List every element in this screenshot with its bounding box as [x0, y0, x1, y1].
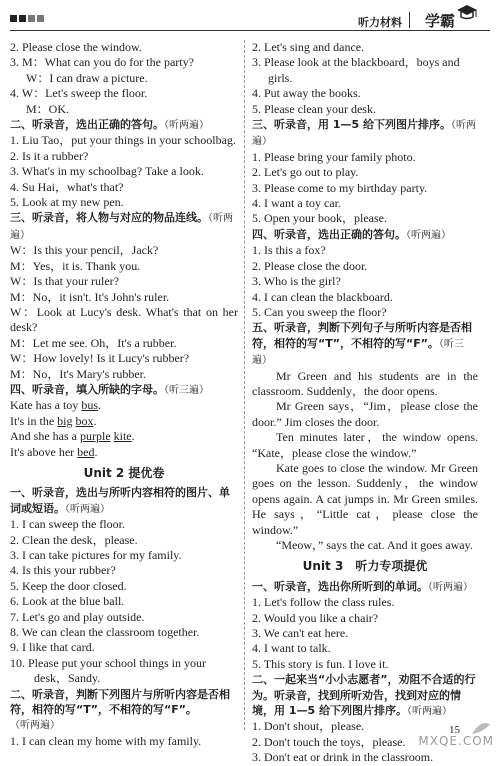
text-line: 3. M：What can you do for the party? — [10, 55, 194, 70]
text-line: W：Is that your ruler? — [10, 274, 119, 289]
text-line: M：OK. — [26, 101, 70, 116]
header-separator — [409, 12, 411, 28]
text-line: desk，Sandy. — [34, 671, 101, 686]
page-header — [0, 0, 500, 36]
text-line: 5. Open your book，please. — [252, 211, 387, 226]
text-line: 3. I can take pictures for my family. — [10, 548, 182, 562]
text-line: Kate has a toy bus. — [10, 398, 101, 413]
passage-paragraph: Mr Green says，“Jim，please close the door.” Jim closes the door. — [252, 399, 478, 429]
text-line: 5. Keep the door closed. — [10, 578, 127, 593]
passage-paragraph: Ten minutes later，the window opens. “Kate，please close the window.” — [252, 430, 478, 460]
text-line: 10. Please put your school things in your — [10, 655, 206, 670]
section-title: 二、听录音，判断下列图片与所听内容是否相符，相符的写“T”，不相符的写“F”。（听两遍） — [10, 687, 230, 732]
section-title: 二、一起来当“小小志愿者”，劝阻不合适的行为。听录音，找到所听劝告，找到对应的情境，用 1—5 给下列图片排序。（听两遍） — [252, 673, 476, 718]
text-line: 3. What's in my schoolbag? Take a look. — [10, 164, 204, 179]
text-line: 1. Let's follow the class rules. — [252, 595, 395, 610]
text-line: W：Look at Lucy's desk. What's that on her desk? — [10, 304, 238, 335]
graduation-cap-icon — [456, 4, 478, 22]
section-title: 五、听录音，判断下列句子与所听内容是否相符，相符的写“T”，不相符的写“F”。（听三遍） — [252, 321, 472, 367]
section-title: 四、听录音，选出正确的答句。（听两遍） — [252, 227, 451, 241]
text-line: 3. We can't eat here. — [252, 626, 349, 641]
text-line: 4. I want to talk. — [252, 641, 331, 656]
text-line: 3. Please come to my birthday party. — [252, 180, 428, 195]
text-line: 1. Is this a fox? — [252, 243, 326, 258]
text-line: 5. This story is fun. I love it. — [252, 656, 389, 671]
header-rule — [10, 30, 490, 31]
left-column — [10, 40, 238, 749]
section-title: 一、听录音，选出你所听到的单词。（听两遍） — [252, 579, 473, 593]
text-line: 5. Look at my new pen. — [10, 195, 124, 210]
text-line: girls. — [268, 70, 293, 85]
text-line: 4. I want a toy car. — [252, 196, 341, 211]
text-line: 2. Clean the desk，please. — [10, 532, 138, 547]
text-line: 6. Look at the blue ball. — [10, 594, 125, 609]
text-line: 2. Please close the window. — [10, 40, 142, 54]
text-line: M：No，it isn't. It's John's ruler. — [10, 289, 170, 304]
unit-title: Unit 2 提优卷 — [83, 465, 165, 480]
text-line: 1. Liu Tao，put your things in your schoolbag. — [10, 133, 236, 148]
text-line: It's in the big box. — [10, 413, 97, 428]
text-line: 1. Please bring your family photo. — [252, 149, 416, 164]
text-line: 1. I can sweep the floor. — [10, 517, 125, 532]
text-line: 2. Let's go out to play. — [252, 165, 359, 180]
text-line: 4. Put away the books. — [252, 86, 361, 101]
text-line: 3. Who is the girl? — [252, 274, 341, 289]
text-line: 9. I like that card. — [10, 640, 95, 655]
section-title: 二、听录音，选出正确的答句。（听两遍） — [10, 118, 209, 132]
text-line: It's above her bed. — [10, 444, 98, 459]
text-line: W：I can draw a picture. — [26, 70, 148, 85]
text-line: M：No，It's Mary's rubber. — [10, 366, 146, 381]
text-line: 4. I can clean the blackboard. — [252, 289, 393, 304]
text-line: 5. Please clean your desk. — [252, 101, 376, 116]
text-line: 4. Is this your rubber? — [10, 563, 116, 578]
passage-paragraph: Kate goes to close the window. Mr Green goes on the lesson. Suddenly，the window opens again. A cat jumps in. Mr Green smiles. He says，“Little cat，please close the window.” — [252, 460, 478, 537]
header-decoration — [10, 15, 44, 22]
watermark: MXQE.COM — [418, 734, 494, 748]
text-line: 1. I can clean my home with my family. — [10, 733, 202, 748]
unit-title: Unit 3 听力专项提优 — [302, 559, 428, 574]
column-divider — [244, 40, 245, 730]
text-line: M：Yes，it is. Thank you. — [10, 258, 141, 273]
text-line: 1. Don't shout，please. — [252, 719, 365, 734]
text-line: M：Let me see. Oh，It's a rubber. — [10, 335, 177, 350]
text-line: 8. We can clean the classroom together. — [10, 625, 200, 640]
right-column — [252, 40, 478, 766]
text-line: 2. Let's sing and dance. — [252, 40, 365, 54]
text-line: 3. Don't eat or drink in the classroom. — [252, 750, 434, 765]
passage-paragraph: Mr Green and his students are in the classroom. Suddenly，the door opens. — [252, 368, 478, 398]
text-line: 2. Would you like a chair? — [252, 610, 379, 625]
header-label: 听力材料 — [358, 16, 402, 29]
section-title: 一、听录音，选出与所听内容相符的图片、单词或短语。（听两遍） — [10, 486, 230, 515]
section-title: 三、听录音，用 1—5 给下列图片排序。（听两遍） — [252, 118, 476, 148]
passage-paragraph: “Meow，” says the cat. And it goes away. — [276, 538, 473, 552]
text-line: And she has a purple kite. — [10, 429, 135, 444]
text-line: 2. Is it a rubber? — [10, 148, 89, 163]
text-line: W：How lovely! Is it Lucy's rubber? — [10, 351, 190, 366]
section-title: 三、听录音，将人物与对应的物品连线。（听两遍） — [10, 211, 233, 241]
text-line: 3. Please look at the blackboard，boys and — [252, 55, 460, 70]
text-line: W：Is this your pencil，Jack? — [10, 243, 159, 258]
text-line: 2. Please close the door. — [252, 258, 368, 273]
brand-logo-text: 学霸 — [424, 12, 455, 30]
text-line: 2. Don't touch the toys，please. — [252, 734, 406, 749]
text-line: 5. Can you sweep the floor? — [252, 304, 387, 319]
page-number: 15 — [449, 724, 460, 736]
section-title: 四、听录音，填入所缺的字母。（听三遍） — [10, 382, 209, 396]
text-line: 4. Su Hai，what's that? — [10, 179, 124, 194]
text-line: 4. W：Let's sweep the floor. — [10, 86, 148, 101]
text-line: 7. Let's go and play outside. — [10, 609, 145, 624]
